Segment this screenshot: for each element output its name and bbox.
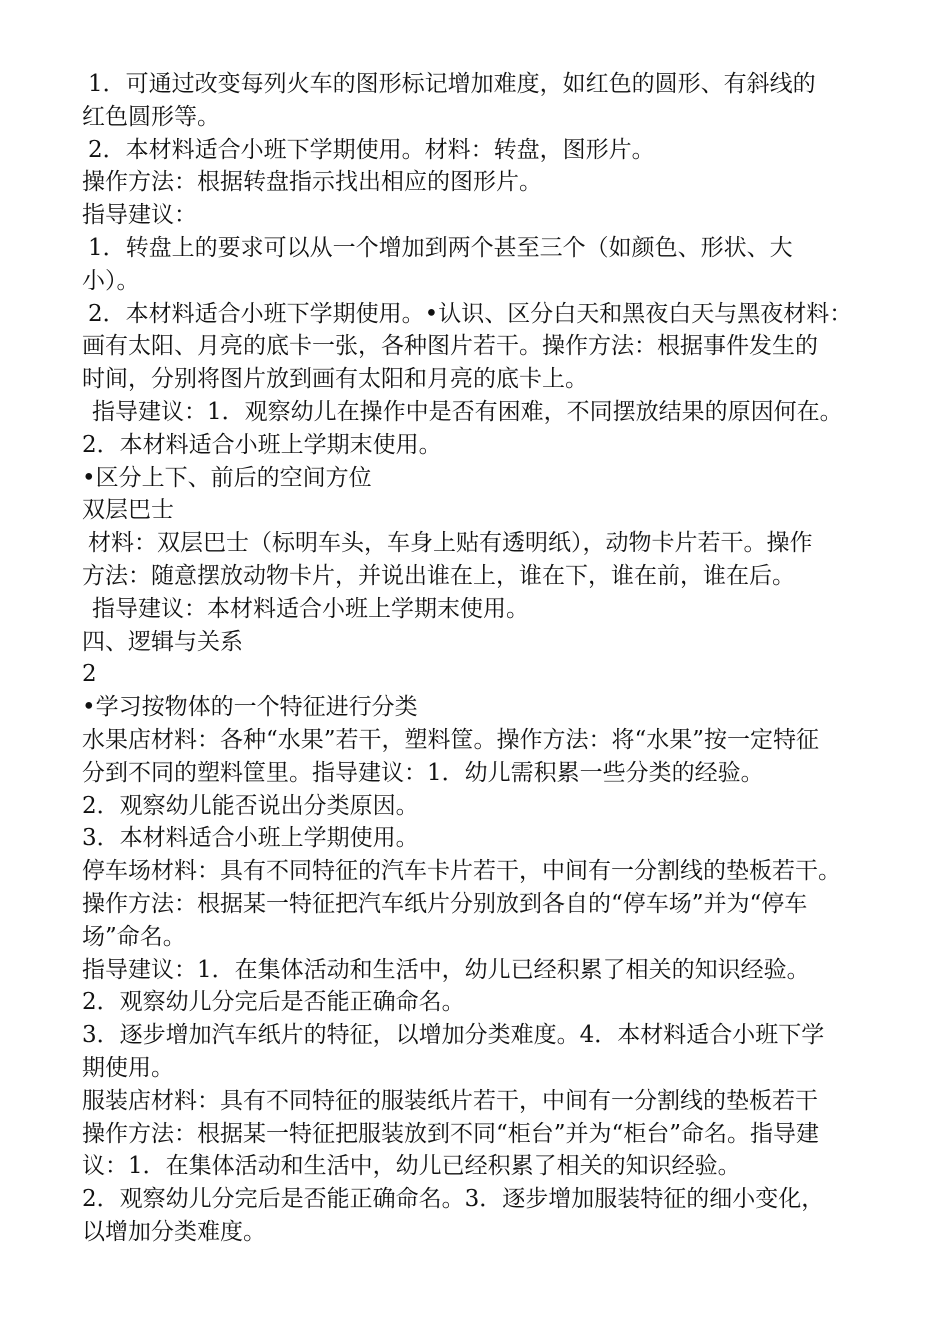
text-line: 以增加分类难度。: [82, 1218, 266, 1245]
text-line: 操作方法：根据某一特征把汽车纸片分别放到各自的“停车场”并为“停车: [82, 890, 808, 917]
text-line: •学习按物体的一个特征进行分类: [82, 694, 418, 721]
text-line: 小）。: [82, 267, 140, 294]
text-line: 3．逐步增加汽车纸片的特征，以增加分类难度。4．本材料适合小班下学: [82, 1022, 825, 1049]
text-line: 指导建议：: [82, 202, 197, 229]
section-title: 双层巴士: [82, 497, 174, 524]
text-line: 水果店材料：各种“水果”若干，塑料筐。操作方法：将“水果”按一定特征: [82, 726, 820, 753]
document-body: [82, 68, 912, 1249]
text-line: 2．本材料适合小班下学期使用。材料：转盘，图形片。: [88, 136, 655, 163]
text-line: 2: [82, 661, 97, 688]
text-line: 服装店材料：具有不同特征的服装纸片若干，中间有一分割线的垫板若干: [82, 1087, 818, 1114]
text-line: 操作方法：根据转盘指示找出相应的图形片。: [82, 169, 542, 196]
text-line: 画有太阳、月亮的底卡一张，各种图片若干。操作方法：根据事件发生的: [82, 333, 818, 360]
text-line: 停车场材料：具有不同特征的汽车卡片若干，中间有一分割线的垫板若干。: [82, 858, 841, 885]
text-line: 方法：随意摆放动物卡片，并说出谁在上，谁在下，谁在前，谁在后。: [82, 562, 795, 589]
text-line: 1．可通过改变每列火车的图形标记增加难度，如红色的圆形、有斜线的: [88, 71, 816, 97]
text-line: 指导建议：1．在集体活动和生活中，幼儿已经积累了相关的知识经验。: [82, 956, 810, 983]
section-heading: 四、逻辑与关系: [82, 628, 243, 655]
text-line: 2．观察幼儿分完后是否能正确命名。3．逐步增加服装特征的细小变化，: [82, 1186, 825, 1213]
text-line: 期使用。: [82, 1054, 174, 1081]
text-line: 2．本材料适合小班上学期末使用。: [82, 431, 442, 458]
text-line: 指导建议：1．观察幼儿在操作中是否有困难，不同摆放结果的原因何在。: [92, 398, 843, 425]
text-line: 红色圆形等。: [82, 103, 220, 130]
text-line: 材料：双层巴士（标明车头，车身上贴有透明纸），动物卡片若干。操作: [88, 530, 813, 557]
text-line: 时间，分别将图片放到画有太阳和月亮的底卡上。: [82, 366, 588, 393]
text-line: 场”命名。: [82, 923, 186, 950]
text-line: 操作方法：根据某一特征把服装放到不同“柜台”并为“柜台”命名。指导建: [82, 1120, 820, 1147]
text-line: 2．观察幼儿分完后是否能正确命名。: [82, 989, 465, 1016]
text-line: •区分上下、前后的空间方位: [82, 464, 372, 491]
text-line: 2．观察幼儿能否说出分类原因。: [82, 792, 419, 819]
text-line: 2．本材料适合小班下学期使用。•认识、区分白天和黑夜白天与黑夜材料：: [88, 300, 853, 327]
text-line: 议：1．在集体活动和生活中，幼儿已经积累了相关的知识经验。: [82, 1153, 741, 1180]
text-line: 1．转盘上的要求可以从一个增加到两个甚至三个（如颜色、形状、大: [88, 234, 793, 261]
text-line: 3．本材料适合小班上学期使用。: [82, 825, 419, 852]
text-line: 指导建议：本材料适合小班上学期末使用。: [92, 595, 529, 622]
text-line: 分到不同的塑料筐里。指导建议：1．幼儿需积累一些分类的经验。: [82, 759, 764, 786]
